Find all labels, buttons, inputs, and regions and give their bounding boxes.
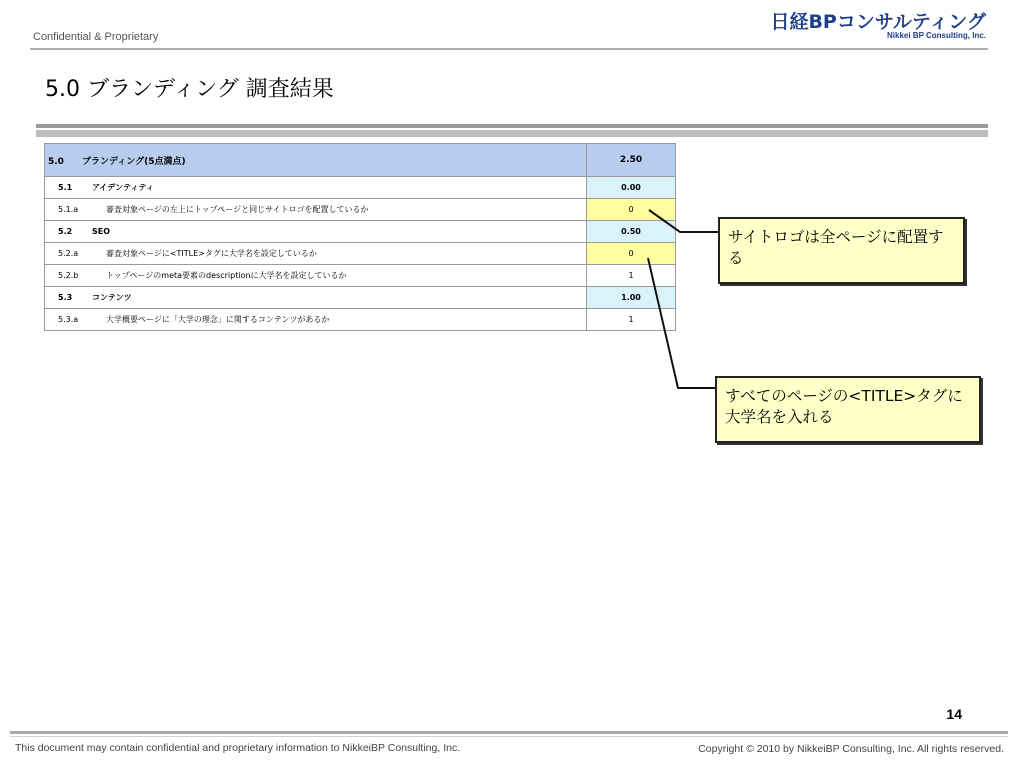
company-logo-subtitle: Nikkei BP Consulting, Inc.: [887, 31, 986, 40]
connector-logo-line: [649, 210, 718, 232]
connector-title-line: [648, 258, 715, 388]
footer-copyright: Copyright © 2010 by NikkeiBP Consulting, Inc. All rights reserved.: [698, 743, 1004, 755]
row-score: 0.00: [587, 177, 676, 199]
row-score: 1: [587, 309, 676, 331]
footer-disclaimer: This document may contain confidential and proprietary information to NikkeiBP Consulting, Inc.: [15, 742, 461, 754]
row-number: 5.3.a: [58, 315, 79, 324]
row-score: 1.00: [587, 287, 676, 309]
row-label: トップページのmeta要素のdescriptionに大学名を設定しているか: [106, 271, 347, 280]
footer-divider: [10, 731, 1008, 734]
row-number: 5.0: [48, 156, 64, 167]
row-number: 5.2.a: [58, 249, 79, 258]
row-number: 5.2.b: [58, 271, 79, 280]
footer-divider-lower: [10, 736, 1008, 737]
row-label: 審査対象ページに<TITLE>タグに大学名を設定しているか: [106, 249, 317, 258]
row-score: 1: [587, 265, 676, 287]
row-score: 0: [587, 199, 676, 221]
company-logo: 日経BPコンサルティング: [770, 11, 986, 33]
confidential-label: Confidential & Proprietary: [33, 31, 159, 43]
row-label: 審査対象ページの左上にトップページと同じサイトロゴを配置しているか: [106, 205, 369, 214]
page-number: 14: [946, 706, 962, 722]
row-number: 5.1.a: [58, 205, 79, 214]
row-score: 0.50: [587, 221, 676, 243]
row-label: コンテンツ: [92, 293, 132, 302]
row-number: 5.3: [58, 293, 73, 302]
row-label: 大学概要ページに「大学の理念」に関するコンテンツがあるか: [106, 315, 330, 324]
total-score: 2.50: [587, 144, 676, 177]
row-label: アイデンティティ: [92, 183, 154, 192]
callout-site-logo: サイトロゴは全ページに配置する: [718, 217, 965, 284]
page-title: 5.0 ブランディング 調査結果: [45, 77, 334, 102]
row-label: ブランディング(5点満点): [82, 156, 186, 167]
row-score: 0: [587, 243, 676, 265]
row-number: 5.1: [58, 183, 73, 192]
row-number: 5.2: [58, 227, 73, 236]
callout-title-tag: すべてのページの<TITLE>タグに大学名を入れる: [715, 376, 981, 443]
row-label: SEO: [92, 227, 111, 236]
